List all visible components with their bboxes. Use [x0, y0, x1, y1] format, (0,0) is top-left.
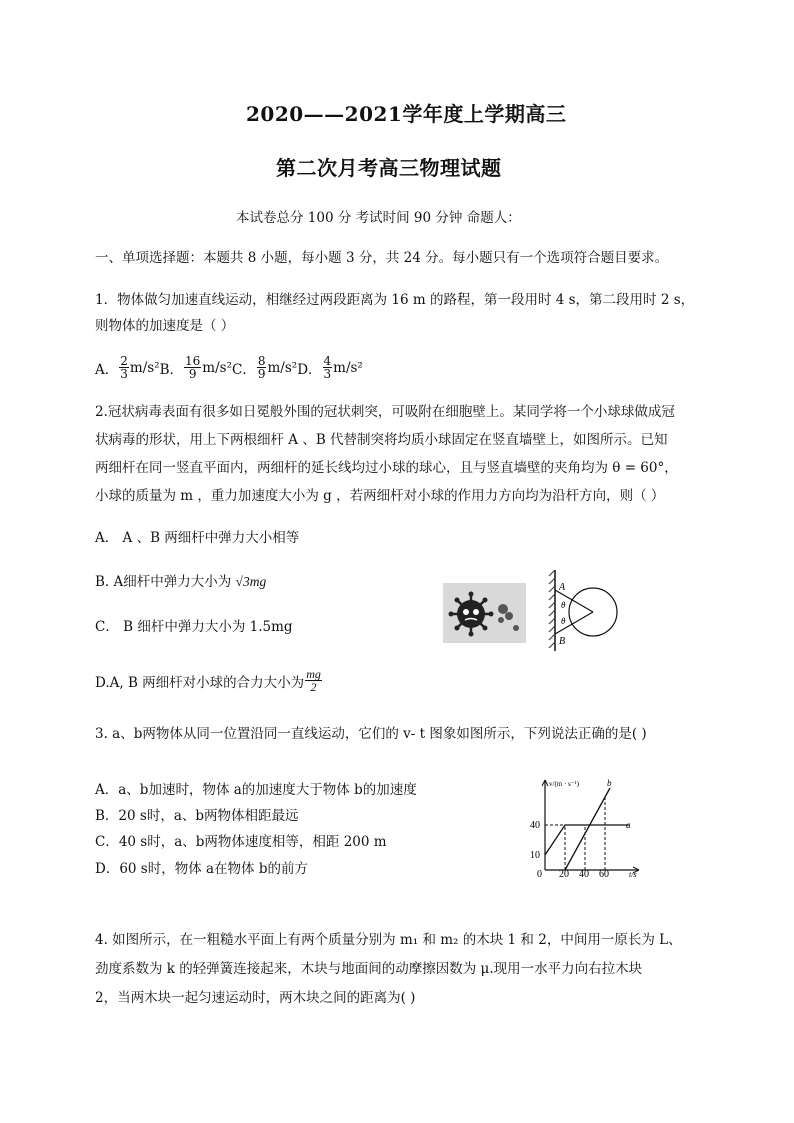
- q1-options: [95, 355, 363, 380]
- q2-option-b-text: B. A细杆中弹力大小为: [95, 574, 236, 590]
- label-theta-bottom: θ: [561, 616, 566, 626]
- exam-subtitle: 第二次月考高三物理试题: [276, 156, 502, 180]
- section-heading: 一、单项选择题：本题共 8 小题，每小题 3 分，共 24 分。每小题只有一个选项符合题目要求。: [95, 250, 669, 266]
- exam-info: 本试卷总分 100 分 考试时间 90 分钟 命题人：: [236, 210, 521, 226]
- exam-title: 2020——2021学年度上学期高三: [246, 102, 567, 126]
- line-b: [565, 788, 610, 870]
- q2-option-a: A． A 、B 两细杆中弹力大小相等: [95, 530, 300, 546]
- label-line-b: b: [607, 778, 612, 788]
- q1-option-c-unit: m/s²: [267, 359, 298, 376]
- q2-option-d: [95, 668, 323, 693]
- graph-ylabel: v/(m · s⁻¹): [549, 780, 579, 788]
- graph-xlabel: t/s: [629, 870, 637, 878]
- q2-option-b-value: √3mg: [235, 574, 267, 589]
- label-b: B: [559, 636, 566, 647]
- q3-stem: 3. a、b两物体从同一位置沿同一直线运动，它们的 v- t 图象如图所示，下列说法正确的是( ): [95, 726, 647, 742]
- q1-option-b-unit: m/s²: [202, 359, 232, 376]
- label-theta-top: θ: [561, 600, 566, 610]
- q2-option-b: [95, 570, 266, 590]
- q4-line2: 劲度系数为 k 的轻弹簧连接起来，木块与地面间的动摩擦因数为 μ.现用一水平力向右拉木块: [95, 961, 643, 977]
- xtick-40: 40: [579, 869, 589, 878]
- q1-option-a-unit: m/s²: [129, 359, 160, 376]
- q2-option-d-fraction: [305, 668, 322, 693]
- virus-illustration: [443, 583, 526, 643]
- fraction-numerator: 2: [120, 354, 128, 368]
- q1-option-c-fraction: [257, 355, 267, 380]
- fraction-denominator: 3: [323, 367, 332, 381]
- q3-option-d: D．60 s时，物体 a在物体 b的前方: [95, 861, 308, 877]
- q2-line2: 状病毒的形状，用上下两根细杆 A 、B 代替制突将均质小球固定在竖直墙壁上，如图所示。已知: [95, 432, 668, 448]
- q2-line1: 2.冠状病毒表面有很多如日冕般外围的冠状刺突，可吸附在细胞壁上。某同学将一个小球球做成冠: [95, 404, 675, 420]
- fraction-numerator: 16: [185, 354, 201, 368]
- q1-option-b-fraction: [184, 355, 201, 380]
- q2-line4: 小球的质量为 m ，重力加速度大小为 g ，若两细杆对小球的作用力方向均为沿杆方向，则（ ）: [95, 488, 665, 504]
- q1-option-b-label: B．: [159, 361, 184, 378]
- q1-line1: 1．物体做匀加速直线运动，相继经过两段距离为 16 m 的路程，第一段用时 4 s，第二段用时 2 s，: [95, 292, 695, 308]
- q1-option-d-label: D．: [297, 361, 322, 378]
- xtick-20: 20: [559, 869, 569, 878]
- q1-option-a-label: A．: [95, 361, 119, 378]
- fraction-numerator: mg: [306, 667, 321, 681]
- ytick-40: 40: [530, 820, 540, 831]
- q1-option-a-fraction: [119, 355, 129, 380]
- q3-option-a: A．a、b加速时，物体 a的加速度大于物体 b的加速度: [95, 782, 417, 798]
- q1-option-d-fraction: [323, 355, 333, 380]
- fraction-numerator: 8: [257, 354, 266, 368]
- fraction-denominator: 3: [120, 367, 128, 381]
- q3-option-b: B．20 s时，a、b两物体相距最远: [95, 808, 299, 824]
- fraction-denominator: 9: [257, 367, 266, 381]
- fraction-denominator: 9: [188, 367, 197, 381]
- q3-option-c: C．40 s时，a、b两物体速度相等，相距 200 m: [95, 834, 387, 850]
- q1-option-c-label: C．: [232, 361, 256, 378]
- xtick-0: 0: [537, 869, 542, 878]
- wall-rods-ball-diagram: [545, 568, 627, 653]
- vt-graph: [525, 776, 645, 878]
- q2-option-d-text: D.A, B 两细杆对小球的合力大小为: [95, 674, 305, 691]
- q2-option-c: C． B 细杆中弹力大小为 1.5mg: [95, 619, 293, 635]
- q4-line1: 4. 如图所示，在一粗糙水平面上有两个质量分别为 m₁ 和 m₂ 的木块 1 和 2，中间用一原长为 L、: [95, 932, 682, 948]
- q2-line3: 两细杆在同一竖直平面内，两细杆的延长线均过小球的球心，且与竖直墙壁的夹角均为 θ = 60°，: [95, 460, 678, 476]
- ytick-10: 10: [530, 850, 540, 861]
- label-a: A: [559, 582, 566, 593]
- fraction-denominator: 2: [310, 680, 317, 694]
- q4-line3: 2，当两木块一起匀速运动时，两木块之间的距离为( ): [95, 990, 416, 1006]
- q1-line2: 则物体的加速度是（ ）: [95, 318, 235, 334]
- fraction-numerator: 4: [323, 354, 332, 368]
- label-line-a: a: [626, 820, 631, 830]
- q1-option-d-unit: m/s²: [333, 359, 363, 376]
- xtick-60: 60: [599, 869, 609, 878]
